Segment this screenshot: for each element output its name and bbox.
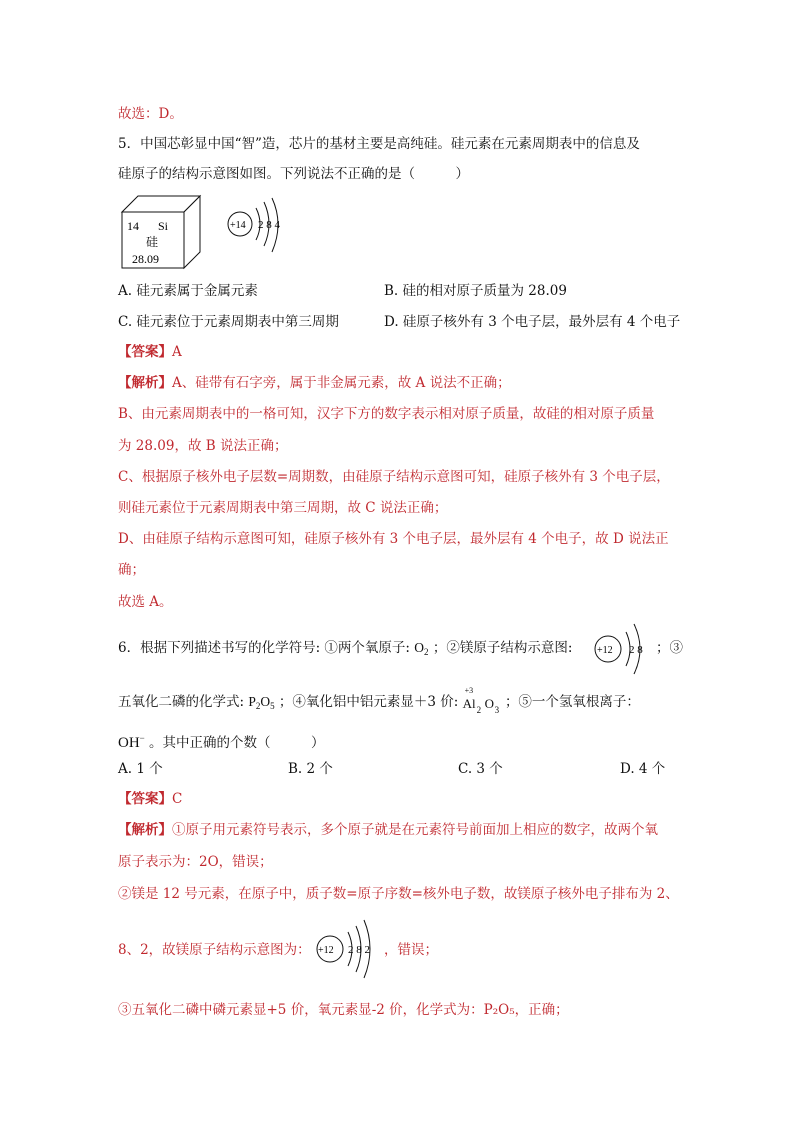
q6-analysis-line1: 【解析】①原子用元素符号表示，多个原子就是在元素符号前面加上相应的数字，故两个氧 — [118, 822, 658, 838]
si-shells: 2 8 4 — [258, 219, 280, 231]
q6-analysis-line5: ③五氧化二磷中磷元素显+5 价，氧元素显-2 价，化学式为：P₂O₅，正确； — [118, 1002, 569, 1018]
q6-stem-line2: 五氧化二磷的化学式: $P_2O_5$ ；④氧化铝中铝元素显＋3 价: +3 Al 2 O 3 ；⑤一个氢氧根离子： — [118, 686, 640, 715]
q5-analysis-line4: C、根据原子核外电子层数=周期数，由硅原子结构示意图可知，硅原子核外有 3 个电子层， — [118, 469, 670, 485]
q5-analysis-line3: 为 28.09，故 B 说法正确； — [118, 438, 288, 454]
q4-answer-line: 故选：D。 — [118, 106, 183, 122]
tile-symbol: Si — [158, 219, 169, 233]
q5-analysis-line7: 确； — [118, 562, 145, 578]
q5-option-d: D. 硅原子核外有 3 个电子层，最外层有 4 个电子 — [384, 314, 681, 330]
q5-analysis-text1: A、硅带有石字旁，属于非金属元素，故 A 说法不正确； — [172, 375, 511, 391]
q5-option-a: A. 硅元素属于金属元素 — [118, 283, 258, 299]
q6-option-a: A. 1 个 — [118, 761, 163, 777]
q5-analysis-line1 — [118, 373, 511, 393]
silicon-atom-diagram — [226, 196, 290, 258]
q5-analysis-line5: 则硅元素位于元素周期表中第三周期，故 C 说法正确； — [118, 500, 448, 516]
q6-analysis-line3: ②镁是 12 号元素，在原子中，质子数=原子序数=核外电子数，故镁原子核外电子排布为 2、 — [118, 886, 679, 902]
q6-option-d: D. 4 个 — [620, 761, 666, 777]
q6-stem-line3: OH− 。其中正确的个数（ ） — [118, 733, 325, 751]
si-nucleus: +14 — [230, 220, 246, 231]
q6-stem-line1 — [118, 638, 572, 662]
q5-stem-line1: 5．中国芯彰显中国“智”造，芯片的基材主要是高纯硅。硅元素在元素周期表中的信息及 — [118, 136, 640, 152]
q6-answer: 【答案】C — [118, 791, 183, 807]
p2o5-formula: $P_2O_5$ — [248, 694, 275, 711]
magnesium-atom-diagram-2 — [314, 918, 386, 982]
q6-line1-c: ；③ — [656, 640, 683, 656]
q5-option-b: B. 硅的相对原子质量为 28.09 — [384, 283, 567, 299]
svg-text:+12: +12 — [597, 645, 613, 656]
q5-stem-line2: 硅原子的结构示意图如图。下列说法不正确的是（ ） — [118, 166, 469, 182]
q6-line1-a: 6．根据下列描述书写的化学符号: ①两个氧原子: — [118, 640, 415, 656]
q6-option-c: C. 3 个 — [458, 761, 503, 777]
q5-answer — [118, 342, 182, 362]
svg-text:2 8 2: 2 8 2 — [348, 944, 370, 956]
q6-analysis-line2: 原子表示为：2O，错误； — [118, 854, 273, 870]
al2o3-formula: +3 Al 2 O 3 — [462, 686, 500, 715]
q6-analysis-line4-post: ，错误； — [384, 942, 438, 958]
tile-mass: 28.09 — [132, 252, 159, 266]
svg-text:+12: +12 — [318, 945, 334, 956]
hydroxide-formula: OH− — [118, 733, 145, 751]
q5-analysis-tag: 【解析】 — [118, 375, 172, 391]
q5-analysis-line2: B、由元素周期表中的一格可知，汉字下方的数字表示相对原子质量，故硅的相对原子质量 — [118, 406, 655, 422]
tile-name: 硅 — [146, 235, 159, 249]
tile-number: 14 — [127, 219, 139, 233]
q5-answer-value: A — [172, 344, 182, 360]
q5-option-c: C. 硅元素位于元素周期表中第三周期 — [118, 314, 339, 330]
svg-text:2 8: 2 8 — [629, 644, 643, 656]
magnesium-atom-diagram — [594, 618, 656, 680]
q5-answer-tag: 【答案】 — [118, 344, 172, 360]
q6-line1-b: ；②镁原子结构示意图: — [432, 640, 573, 656]
q5-analysis-line8: 故选 A。 — [118, 594, 173, 610]
silicon-periodic-tile — [118, 192, 202, 270]
q5-analysis-line6: D、由硅原子结构示意图可知，硅原子核外有 3 个电子层，最外层有 4 个电子，故 D 说法正 — [118, 531, 669, 547]
o2-formula: $O_2$ — [414, 640, 429, 657]
q6-option-b: B. 2 个 — [288, 761, 333, 777]
q6-analysis-line4-pre: 8、2，故镁原子结构示意图为： — [118, 942, 311, 958]
